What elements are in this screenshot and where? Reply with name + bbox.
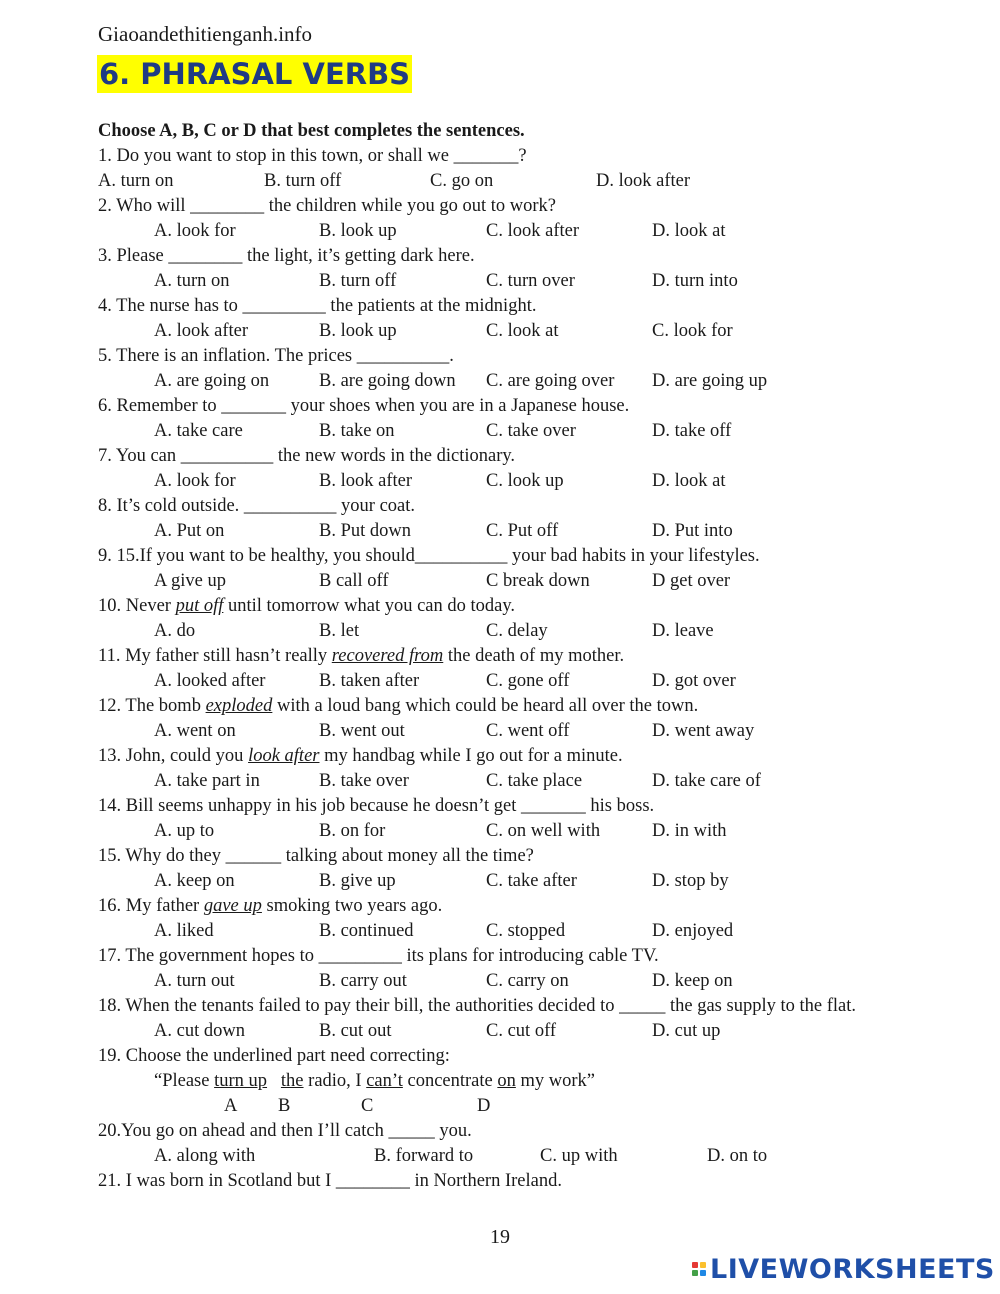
options-14 xyxy=(98,819,928,844)
option[interactable]: A. take part in xyxy=(154,771,260,791)
options-4 xyxy=(98,319,928,344)
option[interactable]: B. carry out xyxy=(319,971,407,991)
option[interactable]: C. look up xyxy=(486,471,564,491)
option[interactable]: C. went off xyxy=(486,721,570,741)
option[interactable]: D. leave xyxy=(652,621,714,641)
q19-text: radio, I xyxy=(303,1071,367,1091)
q19-letter-d: D xyxy=(477,1096,491,1116)
options-13 xyxy=(98,769,928,794)
options-18 xyxy=(98,1019,928,1044)
option[interactable]: D. take care of xyxy=(652,771,761,791)
question-text: 11. My father still hasn’t really xyxy=(98,646,332,666)
question-text: my handbag while I go out for a minute. xyxy=(319,746,623,766)
option[interactable]: C. take over xyxy=(486,421,576,441)
options-15 xyxy=(98,869,928,894)
q19-part-c[interactable]: can’t xyxy=(366,1071,403,1091)
option[interactable]: B. let xyxy=(319,621,360,641)
option[interactable]: B. continued xyxy=(319,921,414,941)
option[interactable]: A. cut down xyxy=(154,1021,245,1041)
question-2: 2. Who will ________ the children while you go out to work? xyxy=(98,196,556,216)
option[interactable]: D. enjoyed xyxy=(652,921,734,941)
option[interactable]: C. are going over xyxy=(486,371,615,391)
underlined-phrase: exploded xyxy=(205,696,273,716)
option[interactable]: C. turn over xyxy=(486,271,575,291)
option[interactable]: A. are going on xyxy=(154,371,270,391)
option[interactable]: C. carry on xyxy=(486,971,569,991)
options-11 xyxy=(98,669,928,694)
page-number: 19 xyxy=(490,1226,510,1248)
option[interactable]: D. turn into xyxy=(652,271,738,291)
option[interactable]: C. up with xyxy=(540,1146,618,1166)
options-20 xyxy=(98,1144,928,1169)
option[interactable]: C. stopped xyxy=(486,921,566,941)
underlined-phrase: gave up xyxy=(203,896,262,916)
question-16 xyxy=(98,894,928,919)
question-1: 1. Do you want to stop in this town, or shall we _______? xyxy=(98,146,527,166)
question-7: 7. You can __________ the new words in the dictionary. xyxy=(98,446,516,466)
q19-part-a[interactable]: turn up xyxy=(214,1071,268,1091)
question-17: 17. The government hopes to _________ its plans for introducing cable TV. xyxy=(98,946,659,966)
option[interactable]: D. look at xyxy=(652,471,726,491)
option[interactable]: D. got over xyxy=(652,671,736,691)
question-13 xyxy=(98,744,928,769)
options-6 xyxy=(98,419,928,444)
q19-text: concentrate xyxy=(402,1071,498,1091)
question-text: 10. Never xyxy=(98,596,176,616)
option[interactable]: A. went on xyxy=(154,721,236,741)
option[interactable]: C. cut off xyxy=(486,1021,557,1041)
question-4: 4. The nurse has to _________ the patients at the midnight. xyxy=(98,296,537,316)
options-7 xyxy=(98,469,928,494)
question-text: 13. John, could you xyxy=(98,746,249,766)
option[interactable]: D get over xyxy=(652,571,731,591)
option[interactable]: B. take over xyxy=(319,771,409,791)
option[interactable]: B. cut out xyxy=(319,1021,392,1041)
options-17 xyxy=(98,969,928,994)
question-19: 19. Choose the underlined part need correcting: xyxy=(98,1046,450,1066)
option[interactable]: D. on to xyxy=(707,1146,768,1166)
options-12 xyxy=(98,719,928,744)
option[interactable]: B. turn off xyxy=(319,271,397,291)
question-12 xyxy=(98,694,928,719)
option[interactable]: A. along with xyxy=(154,1146,256,1166)
option[interactable]: B. take on xyxy=(319,421,395,441)
question-text: until tomorrow what you can do today. xyxy=(223,596,516,616)
question-5: 5. There is an inflation. The prices __________. xyxy=(98,346,454,366)
option[interactable]: D. look after xyxy=(596,171,691,191)
question-6: 6. Remember to _______ your shoes when you are in a Japanese house. xyxy=(98,396,630,416)
options-9 xyxy=(98,569,928,594)
q19-text: my work” xyxy=(515,1071,595,1091)
option[interactable]: B. look up xyxy=(319,321,397,341)
option[interactable]: D. look at xyxy=(652,221,726,241)
q19-letter-a: A xyxy=(224,1096,238,1116)
question-8: 8. It’s cold outside. __________ your coat. xyxy=(98,496,416,516)
option[interactable]: B. forward to xyxy=(374,1146,474,1166)
option[interactable]: B. taken after xyxy=(319,671,420,691)
option[interactable]: C. Put off xyxy=(486,521,559,541)
option[interactable]: A. take care xyxy=(154,421,243,441)
site-name: Giaoandethitienganh.info xyxy=(98,22,313,46)
question-14: 14. Bill seems unhappy in his job because he doesn’t get _______ his boss. xyxy=(98,796,655,816)
option[interactable]: C. gone off xyxy=(486,671,570,691)
option[interactable]: D. in with xyxy=(652,821,727,841)
options-2 xyxy=(98,219,928,244)
option[interactable]: B. went out xyxy=(319,721,405,741)
question-9: 9. 15.If you want to be healthy, you should__________ your bad habits in your lifestyles. xyxy=(98,546,760,566)
option[interactable]: A. up to xyxy=(154,821,215,841)
liveworksheets-icon xyxy=(692,1262,706,1276)
option[interactable]: C break down xyxy=(486,571,590,591)
underlined-phrase: put off xyxy=(175,596,224,616)
option[interactable]: D. keep on xyxy=(652,971,733,991)
q19-letters xyxy=(98,1094,928,1119)
underlined-phrase: recovered from xyxy=(331,646,444,666)
q19-sentence xyxy=(98,1069,928,1094)
q19-text: “Please xyxy=(154,1071,215,1091)
option[interactable]: D. went away xyxy=(652,721,755,741)
option[interactable]: B. are going down xyxy=(319,371,456,391)
option[interactable]: A. look for xyxy=(154,471,236,491)
question-10 xyxy=(98,594,928,619)
instruction: Choose A, B, C or D that best completes the sentences. xyxy=(98,121,525,141)
option[interactable]: C. look at xyxy=(486,321,559,341)
option[interactable]: B. look after xyxy=(319,471,412,491)
page-title: 6. PHRASAL VERBS xyxy=(99,57,411,91)
liveworksheets-logo[interactable] xyxy=(692,1254,995,1284)
option[interactable]: D. are going up xyxy=(652,371,768,391)
brand-name: LIVEWORKSHEETS xyxy=(710,1253,995,1285)
question-18: 18. When the tenants failed to pay their bill, the authorities decided to _____ the gas supply to the flat. xyxy=(98,996,856,1016)
options-3 xyxy=(98,269,928,294)
option[interactable]: B. on for xyxy=(319,821,386,841)
q19-letter-b: B xyxy=(278,1096,291,1116)
question-text: smoking two years ago. xyxy=(261,896,443,916)
option[interactable]: D. Put into xyxy=(652,521,733,541)
option[interactable]: C. go on xyxy=(430,171,494,191)
option[interactable]: C. on well with xyxy=(486,821,601,841)
option[interactable]: C. take place xyxy=(486,771,583,791)
question-20: 20.You go on ahead and then I’ll catch _____ you. xyxy=(98,1121,472,1141)
option[interactable]: C. look after xyxy=(486,221,579,241)
option[interactable]: A. looked after xyxy=(154,671,266,691)
option[interactable]: A. liked xyxy=(154,921,214,941)
option[interactable]: B. turn off xyxy=(264,171,342,191)
option[interactable]: A. turn on xyxy=(154,271,230,291)
options-10 xyxy=(98,619,928,644)
option[interactable]: A. turn on xyxy=(98,171,174,191)
q19-letter-c: C xyxy=(361,1096,374,1116)
option[interactable]: C. take after xyxy=(486,871,577,891)
option[interactable]: A give up xyxy=(154,571,226,591)
option[interactable]: A. keep on xyxy=(154,871,235,891)
option[interactable]: B call off xyxy=(319,571,389,591)
q19-part-d[interactable]: on xyxy=(497,1071,516,1091)
underlined-phrase: look after xyxy=(248,746,320,766)
question-text: 12. The bomb xyxy=(98,696,206,716)
option[interactable]: C. delay xyxy=(486,621,548,641)
options-1 xyxy=(98,169,928,194)
option[interactable]: C. look for xyxy=(652,321,733,341)
options-5 xyxy=(98,369,928,394)
question-15: 15. Why do they ______ talking about money all the time? xyxy=(98,846,534,866)
question-3: 3. Please ________ the light, it’s getting dark here. xyxy=(98,246,475,266)
question-text: the death of my mother. xyxy=(443,646,625,666)
option[interactable]: A. look after xyxy=(154,321,249,341)
option[interactable]: A. look for xyxy=(154,221,236,241)
option[interactable]: D. cut up xyxy=(652,1021,721,1041)
option[interactable]: B. Put down xyxy=(319,521,412,541)
option[interactable]: B. give up xyxy=(319,871,396,891)
option[interactable]: D. stop by xyxy=(652,871,729,891)
question-21: 21. I was born in Scotland but I ________ in Northern Ireland. xyxy=(98,1171,562,1191)
option[interactable]: D. take off xyxy=(652,421,732,441)
option[interactable]: B. look up xyxy=(319,221,397,241)
option[interactable]: A. Put on xyxy=(154,521,225,541)
question-11 xyxy=(98,644,928,669)
question-text: 16. My father xyxy=(98,896,204,916)
question-text: with a loud bang which could be heard all over the town. xyxy=(272,696,699,716)
options-8 xyxy=(98,519,928,544)
option[interactable]: A. do xyxy=(154,621,196,641)
option[interactable]: A. turn out xyxy=(154,971,235,991)
q19-part-b[interactable]: the xyxy=(280,1071,304,1091)
options-16 xyxy=(98,919,928,944)
question-list xyxy=(98,119,928,1194)
